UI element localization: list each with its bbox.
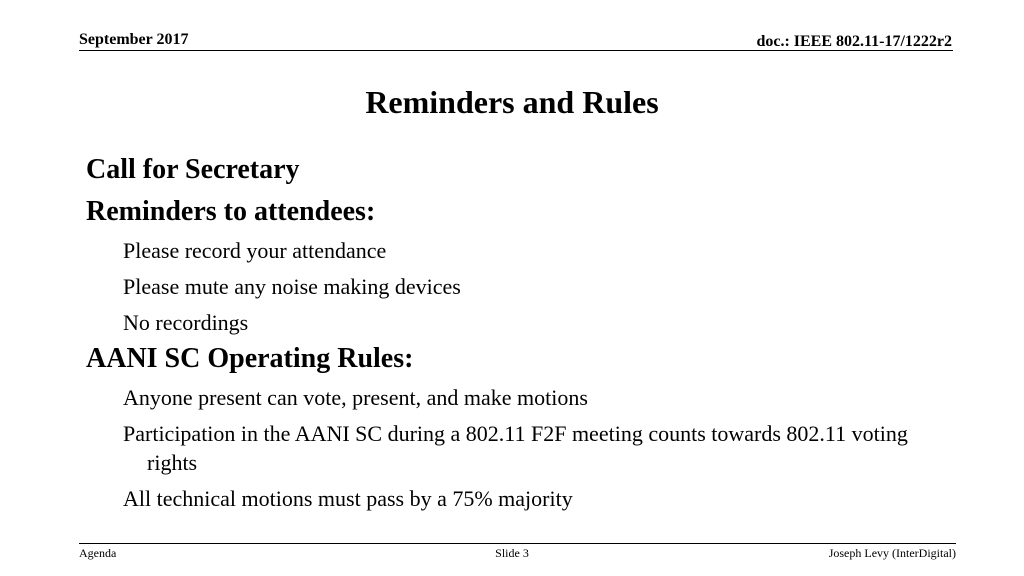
footer-divider <box>79 543 956 544</box>
footer-section: Agenda <box>79 546 117 560</box>
header-doc-id: doc.: IEEE 802.11-17/1222r2 <box>756 33 952 50</box>
slide-body <box>86 152 926 520</box>
bullet-anyone-can-vote: Anyone present can vote, present, and make motions <box>123 385 588 410</box>
bullet-record-attendance: Please record your attendance <box>123 238 387 263</box>
bullet-participation-voting-rights: Participation in the AANI SC during a 802.11 F2F meeting counts towards 802.11 voting rights <box>123 421 908 475</box>
bullet-no-recordings: No recordings <box>123 310 249 335</box>
bullet-mute-devices: Please mute any noise making devices <box>123 274 461 299</box>
section-heading-operating-rules: AANI SC Operating Rules: <box>86 343 414 374</box>
header-date: September 2017 <box>79 31 189 48</box>
header-divider <box>79 50 953 51</box>
section-heading-reminders: Reminders to attendees: <box>86 196 376 227</box>
footer-author: Joseph Levy (InterDigital) <box>828 546 956 560</box>
section-heading-secretary: Call for Secretary <box>86 154 300 185</box>
slide-title: Reminders and Rules <box>365 84 659 120</box>
bullet-motions-majority: All technical motions must pass by a 75% majority <box>123 486 573 511</box>
footer-slide-number: Slide 3 <box>495 546 529 560</box>
